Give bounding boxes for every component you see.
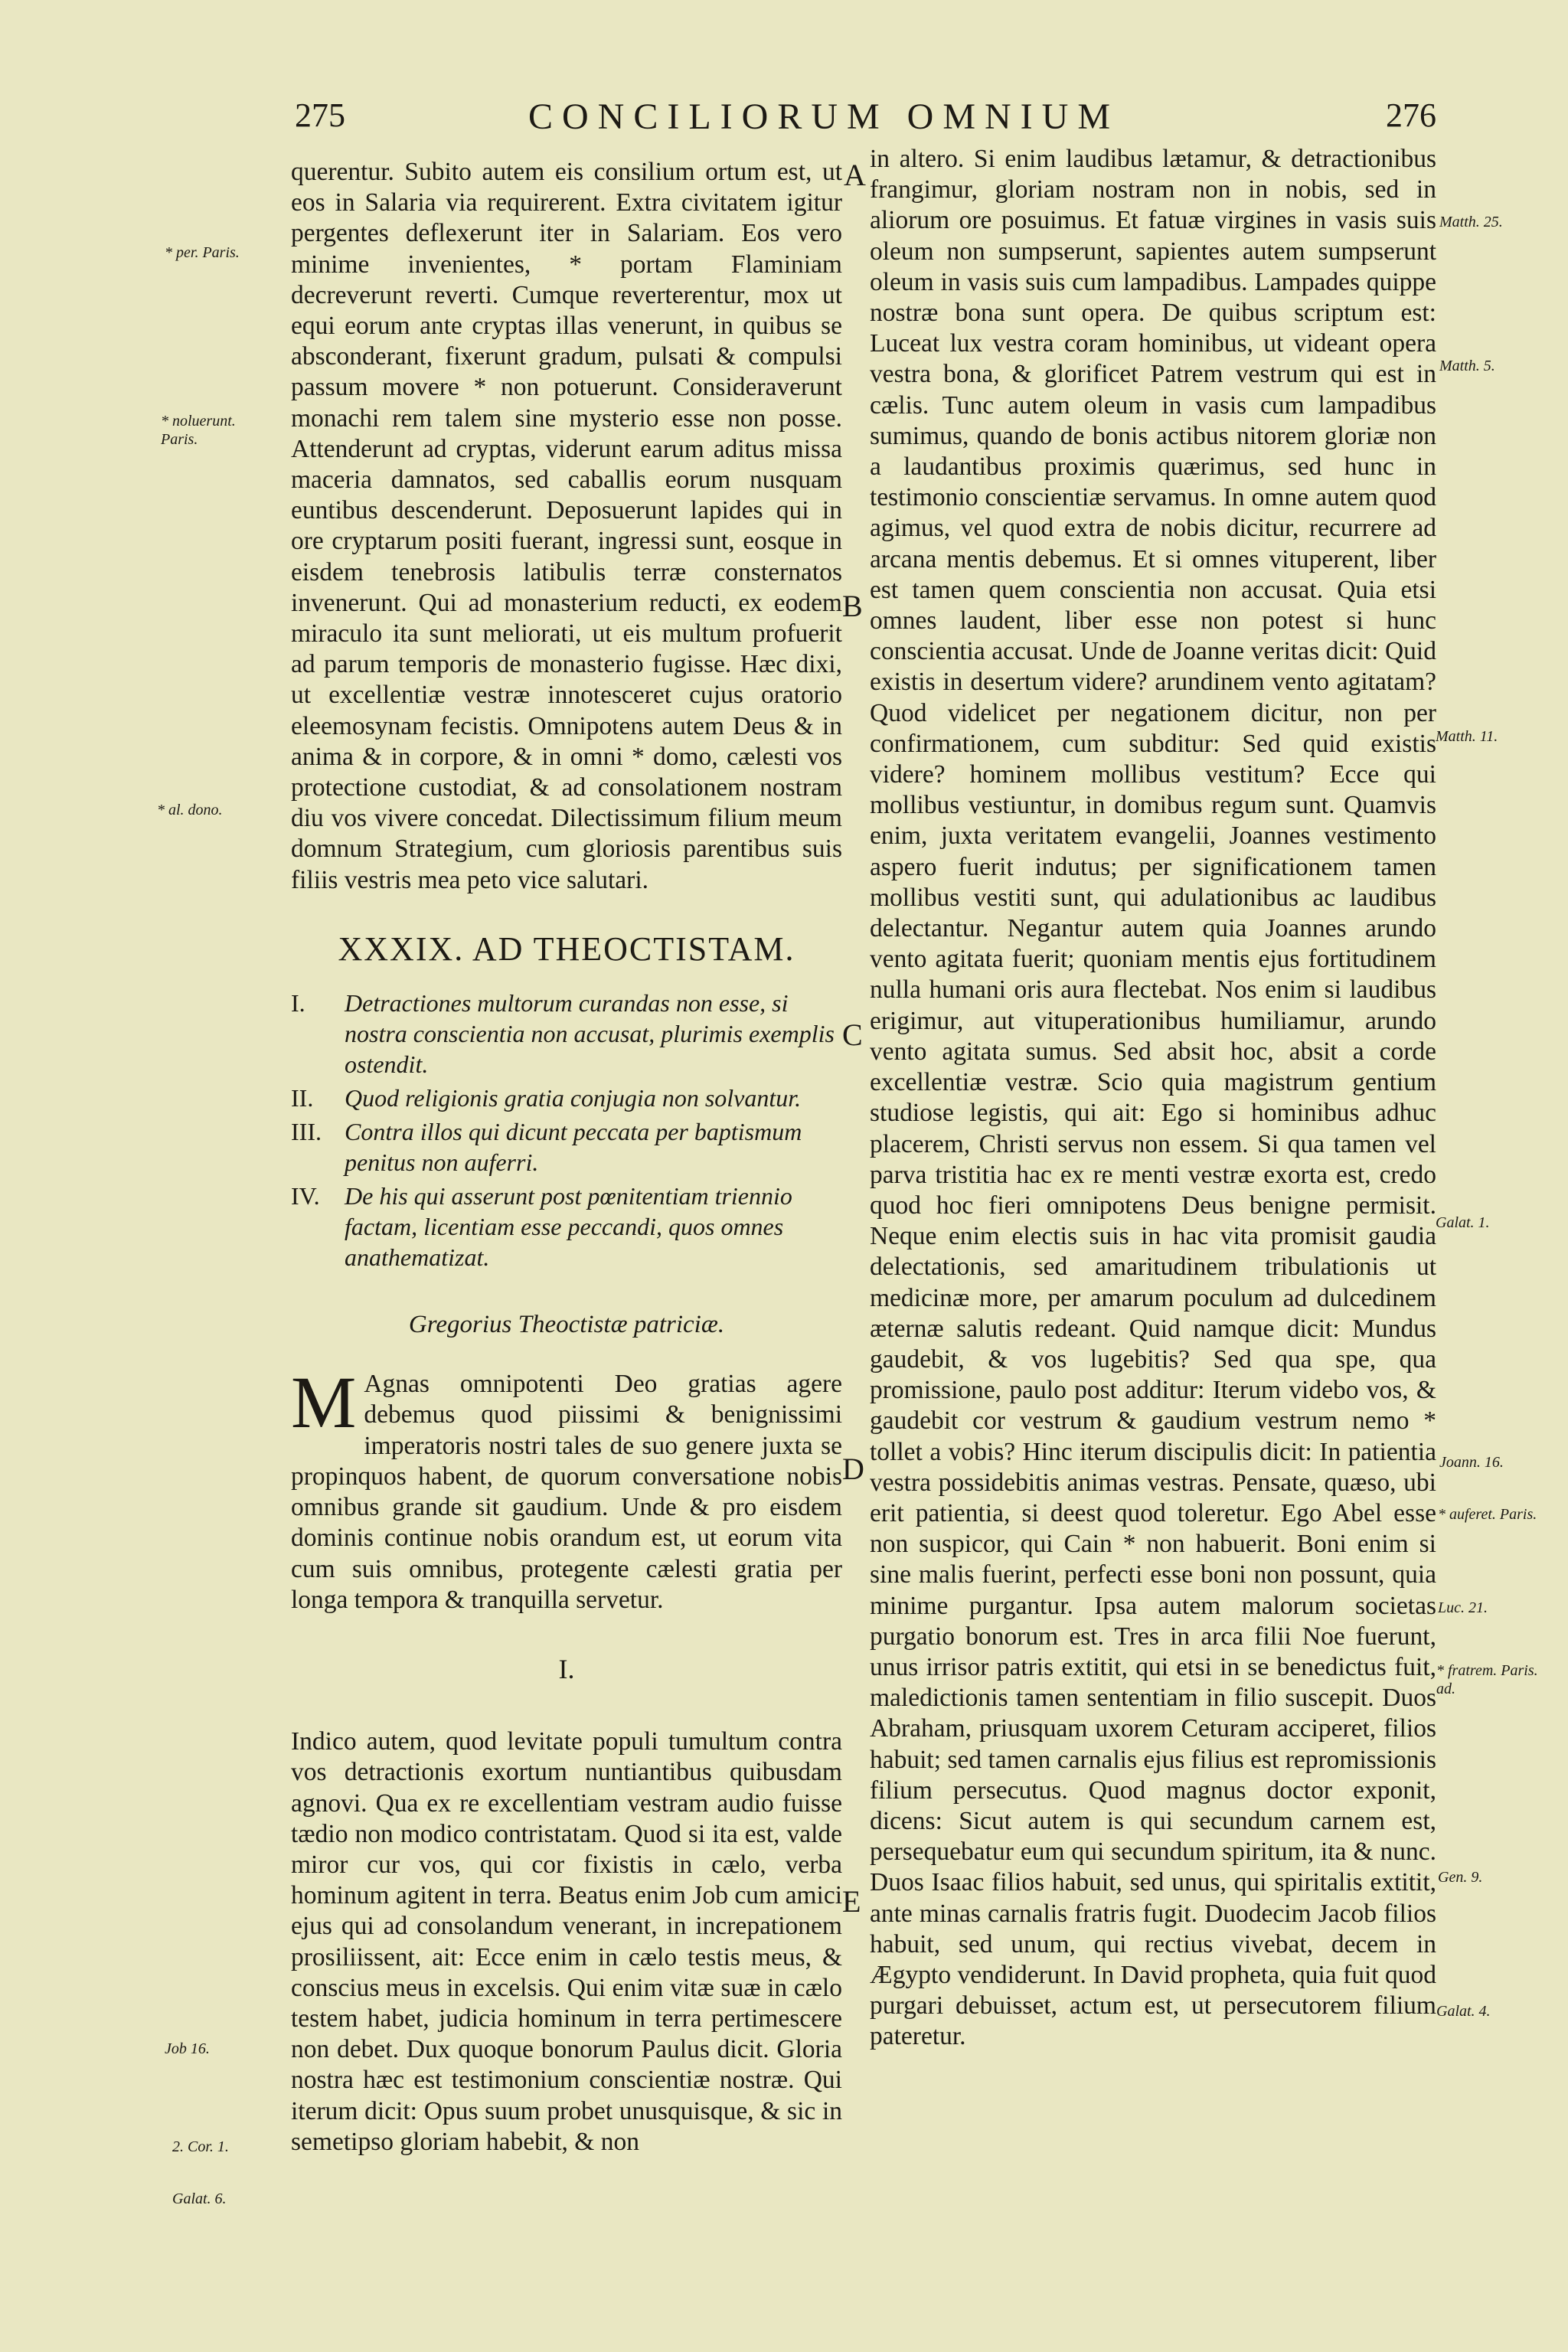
margin-note: Matth. 11.	[1436, 728, 1498, 745]
margin-note: * noluerunt. Paris.	[161, 413, 236, 448]
paragraph-continued: querentur. Subito autem eis consilium ortum est, ut eos in Salaria via requirerent. Extra civitatem igitur pergentes deflexerunt iter in Salariam. Eos vero minime invenientes, * portam Flaminiam decreverunt reverti. Cumque reverterentur, mox ut equi eorum ante cryptas illas venerunt, in quibus se absconderant, fixerunt gradum, pulsati & compulsi passum movere * non potuerunt. Consideraverunt monachi rem talem sine mysterio esse non posse. Attenderunt ad cryptas, viderunt earum aditus missa maceria damnatos, sed caballis eorum nusquam euntibus descenderunt. Deposuerunt lapides qui in ore cryptarum positi fuerant, ingressi sunt, eosque in eisdem tenebrosis latibulis terræ consternatos invenerunt. Qui ad monasterium reducti, ex eodem miraculo ita sunt meliorati, ut eis multum profuerit ad parum temporis de monasterio fugisse. Hæc dixi, ut excellentiæ vestræ innotesceret cujus oratorio eleemosynam fecistis. Omnipotens autem Deus & in anima & in corpore, & in omni * domo, cælesti vos protectione custodiat, & ad consolationem nostram diu vos vivere concedat. Dilectissimum filium meum domnum Strategium, cum gloriosis parentibus suis filiis vestris mea peto vice salutari.	[291, 158, 842, 894]
summary-item: IV. De his qui asserunt post pœnitentiam triennio factam, licentiam esse peccandi, quos omnes anathematizat.	[291, 1182, 792, 1272]
paragraph-continued: in altero. Si enim laudibus lætamur, & detractionibus frangimur, gloriam nostram non in nobis, sed in aliorum ore posuimus. Et fatuæ virgines in vasis suis oleum non sumpserunt, sapientes autem sumpserunt oleum in vasis suis cum lampadibus. Lampades quippe nostræ bona sunt opera. De quibus scriptum est: Luceat lux vestra coram hominibus, ut videant opera vestra bona, & glorificet Patrem vestrum qui est in cælis. Tunc autem oleum in vasis cum lampadibus sumimus, quando de bonis actibus nitorem gloriæ non a laudantibus proximis quærimus, sed hunc in testimonio conscientiæ servamus. In omne autem quod agimus, vel quod extra de nobis dicitur, recurrere ad arcana mentis debemus. Et si omnes vituperent, liber est tamen quem conscientia non accusat. Quia etsi omnes laudent, liber esse non potest si hunc conscientia accusat. Unde de Joanne veritas dicit: Quid existis in desertum videre? arundinem vento agitatam? Quod videlicet per negationem dicitur, non per confirmationem, cum subditur: Sed quid existis videre? hominem mollibus vestitum? Ecce qui mollibus vestiuntur, in domibus regum sunt. Quamvis enim, juxta veritatem evangelii, Joannes vestimento aspero fuerit indutus; per significationem tamen mollibus vestiti sunt, qui adulationibus ac laudibus delectantur. Negantur autem quia Joannes arundo vento agitata fuerit; quoniam mentis ejus fortitudinem nulla humani oris aura flectebat. Nos enim si laudibus erigimur, aut vituperationibus humiliamur, arundo vento agitata sumus. Sed absit hoc, absit a corde excellentiæ vestræ. Scio quia magistrum gentium studiose legistis, qui ait: Ego si hominibus adhuc placerem, Christi servus non essem. Si qua tamen vel parva tristitia hac ex re menti vestræ exorta est, credo quod hoc fieri omnipotens Deus benigne permisit. Neque enim electis suis in hac vita promisit gaudia delectationis, sed amaritudinem tribulationis ut medicinæ more, per amarum poculum ad dulcedinem æternæ salutis redeant. Quid namque dicit: Mundus gaudebit, & vos lugebitis? Sed qua spe, qua promissione, paulo post additur: Iterum videbo vos, & gaudebit cor vestrum & gaudium vestrum nemo * tollet a vobis? Hinc iterum discipulis dicit: In patientia vestra possidebitis animas vestras. Pensate, quæso, ubi erit patientia, si deest quod toleretur. Ego Abel esse non suspicor, qui Cain * non habuerit. Boni enim si sine malis fuerint, perfecti esse boni non possunt, quia minime purgantur. Ipsa autem malorum societas purgatio bonorum est. Tres in arca filii Noe fuerunt, unus irrisor patris extitit, qui etsi in se benedictus fuit, maledictionis tamen sententiam in filio suscepit. Duos Abraham, priusquam uxorem Ceturam acciperet, filios habuit; sed tamen carnalis ejus filius est repromissionis filium persecutus. Quod magnus doctor exponit, dicens: Sicut autem is qui secundum carnem est, persequebatur eum qui secundum spiritum, ita & nunc. Duos Isaac filios habuit, sed unus, qui spiritalis extitit, ante minas carnalis fratris fugit. Duodecim Jacob filios habuit, sed unum, qui rectius vivebat, decem in Ægypto vendiderunt. In David propheta, quia fuit quod purgari debuisset, actum est, ut persecutorem filium pateretur.	[870, 145, 1436, 2051]
section-letter-e: E	[842, 1884, 861, 1919]
section-number: I.	[558, 1653, 575, 1684]
section-letter-a: A	[844, 158, 866, 192]
right-column	[870, 144, 1436, 2053]
section-letter-c: C	[842, 1018, 863, 1052]
salutation: Gregorius Theoctistæ patriciæ.	[408, 1311, 725, 1339]
page-number-left: 275	[295, 96, 345, 134]
margin-note: Joann. 16.	[1439, 1454, 1504, 1471]
margin-note: Matth. 5.	[1439, 358, 1495, 374]
margin-note: Matth. 25.	[1439, 214, 1503, 230]
opening-paragraph: M Agnas omnipotenti Deo gratias agere debemus quod piissimi & benignissimi imperatoris nostri tales de suo genere juxta se propinquos habent, de quorum conversatione nobis omnibus grande sit gaudium. Unde & pro eisdem dominis continue nobis orandum est, ut eorum vita cum suis omnibus, protegente cælesti gratia per longa tempora & tranquilla servetur.	[291, 1361, 842, 1614]
section-letter-b: B	[842, 589, 863, 623]
margin-note: * per. Paris.	[165, 244, 240, 261]
margin-note: Job 16.	[165, 2040, 210, 2057]
margin-note: Galat. 1.	[1436, 1214, 1490, 1231]
summary-item: I. Detractiones multorum curandas non esse, si nostra conscientia non accusat, plurimis exemplis ostendit.	[291, 989, 835, 1079]
section-letter-d: D	[842, 1452, 864, 1486]
summary-item: II. Quod religionis gratia conjugia non solvantur.	[291, 1084, 802, 1112]
margin-note: Galat. 6.	[172, 2190, 227, 2207]
margin-note: Gen. 9.	[1438, 1869, 1483, 1886]
margin-note: 2. Cor. 1.	[172, 2138, 229, 2155]
margin-note: Luc. 21.	[1438, 1599, 1488, 1616]
summary-item: III. Contra illos qui dicunt peccata per baptismum penitus non auferri.	[291, 1118, 802, 1177]
margin-note: * al. dono.	[157, 802, 223, 818]
running-title: CONCILIORUM OMNIUM	[528, 96, 1120, 137]
page-number-right: 276	[1386, 96, 1436, 134]
left-column	[291, 157, 842, 2158]
margin-note: * fratrem. Paris. ad.	[1436, 1662, 1538, 1697]
summary-list	[291, 988, 842, 1272]
margin-note: Galat. 4.	[1436, 2003, 1491, 2020]
letter-heading: XXXIX. AD THEOCTISTAM.	[338, 929, 795, 968]
margin-note: * auferet. Paris.	[1438, 1506, 1537, 1523]
drop-cap: M	[291, 1361, 357, 1444]
paragraph: Indico autem, quod levitate populi tumultum contra vos detractionis exortum nuntiantibus quibusdam agnovi. Qua ex re excellentiam vestram audio fuisse tædio non modico contristatam. Quod si ita est, valde miror cur vos, qui cor fixistis in cælo, verba hominum agitent in terra. Beatus enim Job cum amici ejus qui ad consolandum venerant, in increpationem prosiliissent, ait: Ecce enim in cælo testis meus, & conscius meus in excelsis. Qui enim vitæ suæ in cælo testem habet, judicia hominum in terra pertimescere non debet. Dux quoque bonorum Paulus dicit. Gloria nostra hæc est testimonium conscientiæ nostræ. Qui iterum dicit: Opus suum probet unusquisque, & sic in semetipso gloriam habebit, & non	[291, 1727, 842, 2156]
